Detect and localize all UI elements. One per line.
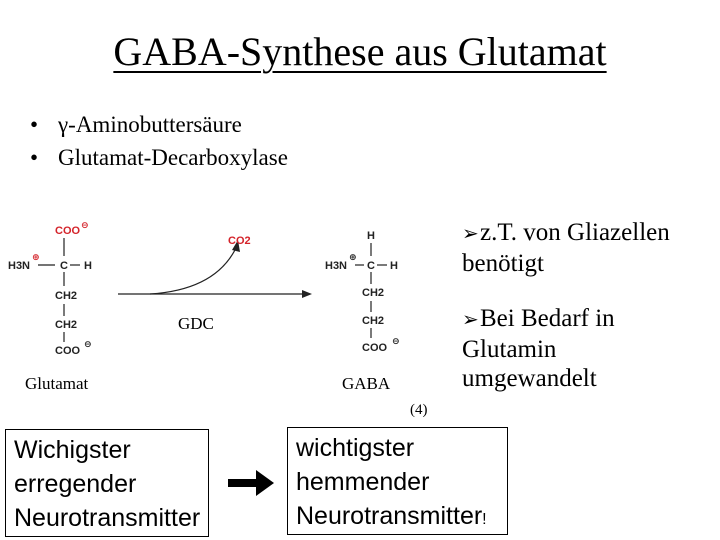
enzyme-label: GDC (178, 314, 214, 333)
svg-text:H: H (390, 260, 398, 272)
bullet-item: • Glutamat-Decarboxylase (30, 145, 288, 170)
glutamate-label: Glutamat (25, 374, 89, 393)
reference-number: (4) (410, 402, 428, 418)
co2-label: CO2 (228, 235, 251, 247)
right-arrow-icon (228, 470, 274, 496)
gaba-label: GABA (342, 374, 391, 393)
svg-text:COO: COO (362, 342, 388, 354)
svg-text:H3N: H3N (325, 260, 348, 272)
gaba-structure (325, 230, 400, 354)
glutamate-structure (8, 220, 92, 357)
co2-release-arrow (150, 248, 236, 294)
svg-text:CH2: CH2 (55, 290, 78, 302)
side-note-glutamin: ➢Bei Bedarf in Glutamin umgewandelt (462, 305, 615, 392)
amino-group: H3N (8, 260, 31, 272)
svg-text:H: H (84, 260, 92, 272)
svg-text:⊕: ⊕ (349, 252, 357, 262)
bullet-list (30, 108, 288, 174)
excitatory-box: Wichigster erregender Neurotransmitter (5, 429, 209, 537)
carboxylate-top: COO (55, 225, 81, 237)
svg-text:⊖: ⊖ (84, 339, 92, 349)
svg-text:CH2: CH2 (362, 315, 385, 327)
svg-text:C: C (60, 260, 68, 272)
svg-text:CH2: CH2 (55, 319, 78, 331)
svg-text:H: H (367, 230, 375, 242)
svg-text:C: C (367, 260, 375, 272)
reaction-scheme (0, 212, 460, 372)
svg-text:⊖: ⊖ (392, 336, 400, 346)
inhibitory-box: wichtigster hemmender Neurotransmitter! (287, 427, 508, 535)
side-note-glia: ➢z.T. von Gliazellen benötigt (462, 219, 670, 277)
charge-plus: ⊕ (32, 252, 40, 262)
svg-text:COO: COO (55, 345, 81, 357)
bullet-item: • γ-Aminobuttersäure (30, 112, 242, 137)
arrow-bullet-icon: ➢ (462, 223, 479, 245)
arrow-bullet-icon: ➢ (462, 309, 479, 331)
slide-title: GABA-Synthese aus Glutamat (113, 29, 607, 74)
svg-text:CH2: CH2 (362, 287, 385, 299)
charge-minus: ⊖ (81, 220, 89, 230)
